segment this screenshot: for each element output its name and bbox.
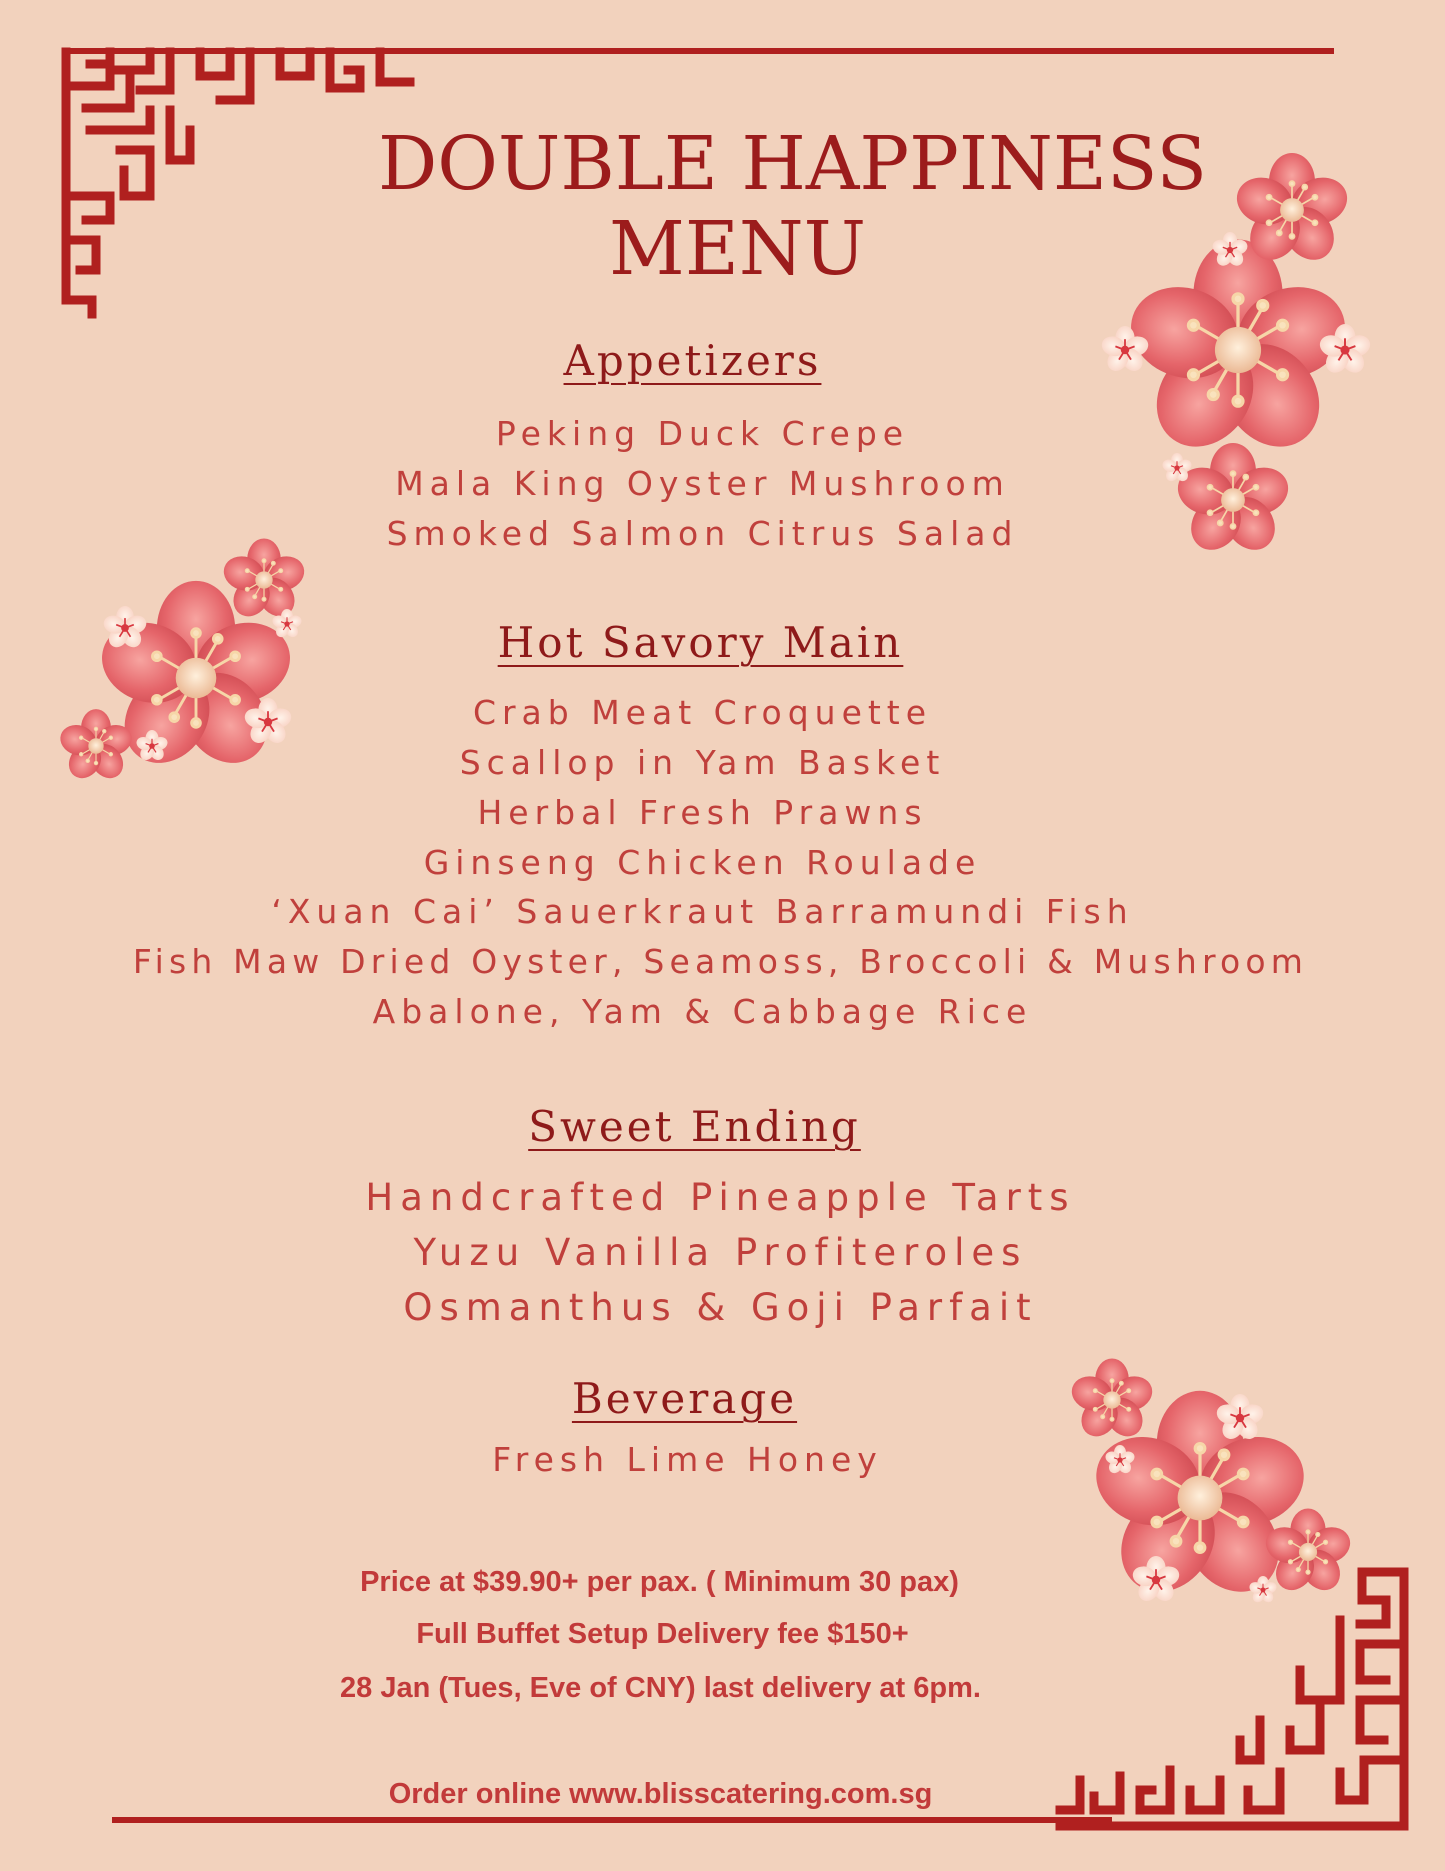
section-heading-dessert: Sweet Ending: [528, 1102, 861, 1151]
section-heading-appetizers: Appetizers: [563, 336, 822, 385]
menu-item: Herbal Fresh Prawns: [477, 793, 928, 832]
menu-item: Ginseng Chicken Roulade: [423, 843, 982, 882]
price-info: Price at $39.90+ per pax. ( Minimum 30 pax): [360, 1566, 959, 1598]
section-heading-beverage: Beverage: [571, 1374, 798, 1423]
menu-item: Fish Maw Dried Oyster, Seamoss, Broccoli & Mushroom: [132, 942, 1309, 981]
menu-item: Crab Meat Croquette: [472, 693, 933, 732]
menu-item: Osmanthus & Goji Parfait: [403, 1286, 1038, 1329]
menu-item: Scallop in Yam Basket: [459, 743, 946, 782]
page-title-line-1: DOUBLE HAPPINESS: [377, 121, 1208, 207]
menu-item: Handcrafted Pineapple Tarts: [365, 1176, 1076, 1219]
menu-item: Mala King Oyster Mushroom: [395, 464, 1010, 503]
page-title-line-2: MENU: [609, 206, 866, 292]
menu-item: Smoked Salmon Citrus Salad: [386, 514, 1019, 553]
menu-item: Abalone, Yam & Cabbage Rice: [372, 992, 1033, 1031]
menu-item: Yuzu Vanilla Profiteroles: [413, 1231, 1028, 1274]
order-online-link[interactable]: Order online www.blisscatering.com.sg: [388, 1778, 933, 1810]
menu-item: Peking Duck Crepe: [495, 414, 910, 453]
last-delivery-info: 28 Jan (Tues, Eve of CNY) last delivery at 6pm.: [340, 1672, 981, 1704]
menu-item: Fresh Lime Honey: [492, 1440, 883, 1479]
menu-item: ‘Xuan Cai’ Sauerkraut Barramundi Fish: [271, 892, 1134, 931]
delivery-fee-info: Full Buffet Setup Delivery fee $150+: [416, 1618, 909, 1650]
section-heading-main: Hot Savory Main: [497, 618, 904, 667]
